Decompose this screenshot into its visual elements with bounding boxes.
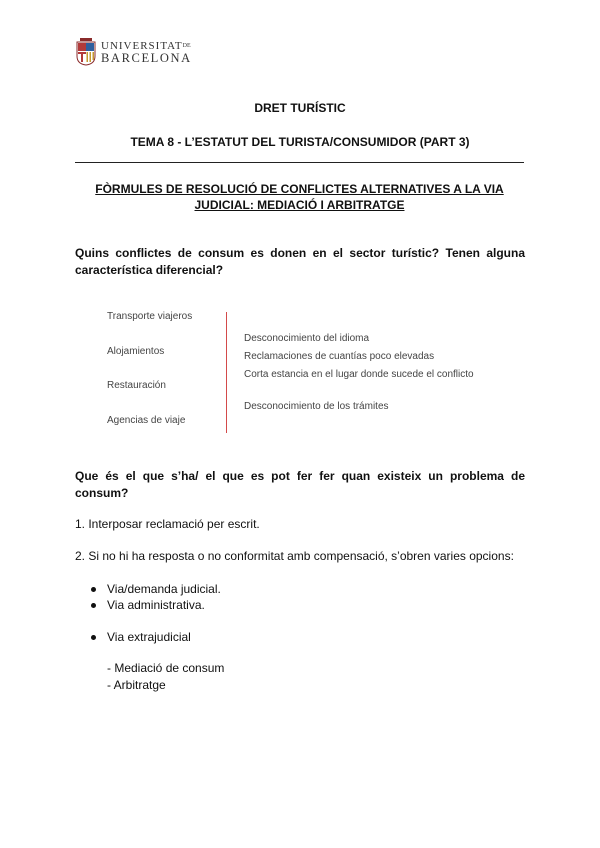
sub-option-mediation: - Mediació de consum [107, 661, 225, 675]
option-administrative: Via administrativa. [91, 598, 205, 612]
section-title: FÒRMULES DE RESOLUCIÓ DE CONFLICTES ALTERNATIVES A LA VIA JUDICIAL: MEDIACIÓ I ARBITRATGE [95, 182, 504, 212]
option-extrajudicial: Via extrajudicial [91, 630, 191, 644]
sector-restaurants: Restauración [107, 380, 166, 391]
feature-short-stay: Corta estancia en el lugar donde sucede el conflicto [244, 369, 474, 380]
university-seal-icon [76, 38, 96, 66]
diagram-divider [226, 312, 227, 433]
logo-line-2: BARCELONA [101, 51, 192, 65]
feature-language: Desconocimiento del idioma [244, 333, 370, 344]
option-judicial: Via/demanda judicial. [91, 582, 221, 596]
bullet-icon [91, 587, 96, 592]
sub-option-arbitration: - Arbitratge [107, 678, 166, 692]
bullet-icon [91, 603, 96, 608]
step-2: 2. Si no hi ha resposta o no conformitat amb compensació, s’obren varies opcions: [75, 549, 514, 563]
sector-transport: Transporte viajeros [107, 311, 193, 322]
feature-procedures: Desconocimiento de los trámites [244, 401, 389, 412]
feature-low-amounts: Reclamaciones de cuantías poco elevadas [244, 351, 435, 362]
question-2: Que és el que s’ha/ el que es pot fer fer quan existeix un problema de consum? [75, 469, 525, 500]
university-logo [76, 38, 192, 66]
step-1: 1. Interposar reclamació per escrit. [75, 517, 260, 531]
logo-line-1: $UNIVERSITAT^{DE}$ [101, 40, 191, 52]
bullet-icon [91, 635, 96, 640]
topic-title: TEMA 8 - L’ESTATUT DEL TURISTA/CONSUMIDOR (PART 3) [130, 135, 470, 149]
question-1: Quins conflictes de consum es donen en el sector turístic? Tenen alguna característica diferencial? [75, 246, 525, 277]
document-title: DRET TURÍSTIC [254, 101, 346, 115]
sector-accommodation: Alojamientos [107, 346, 165, 357]
header-divider [75, 162, 524, 163]
sector-travel-agencies: Agencias de viaje [107, 415, 186, 426]
